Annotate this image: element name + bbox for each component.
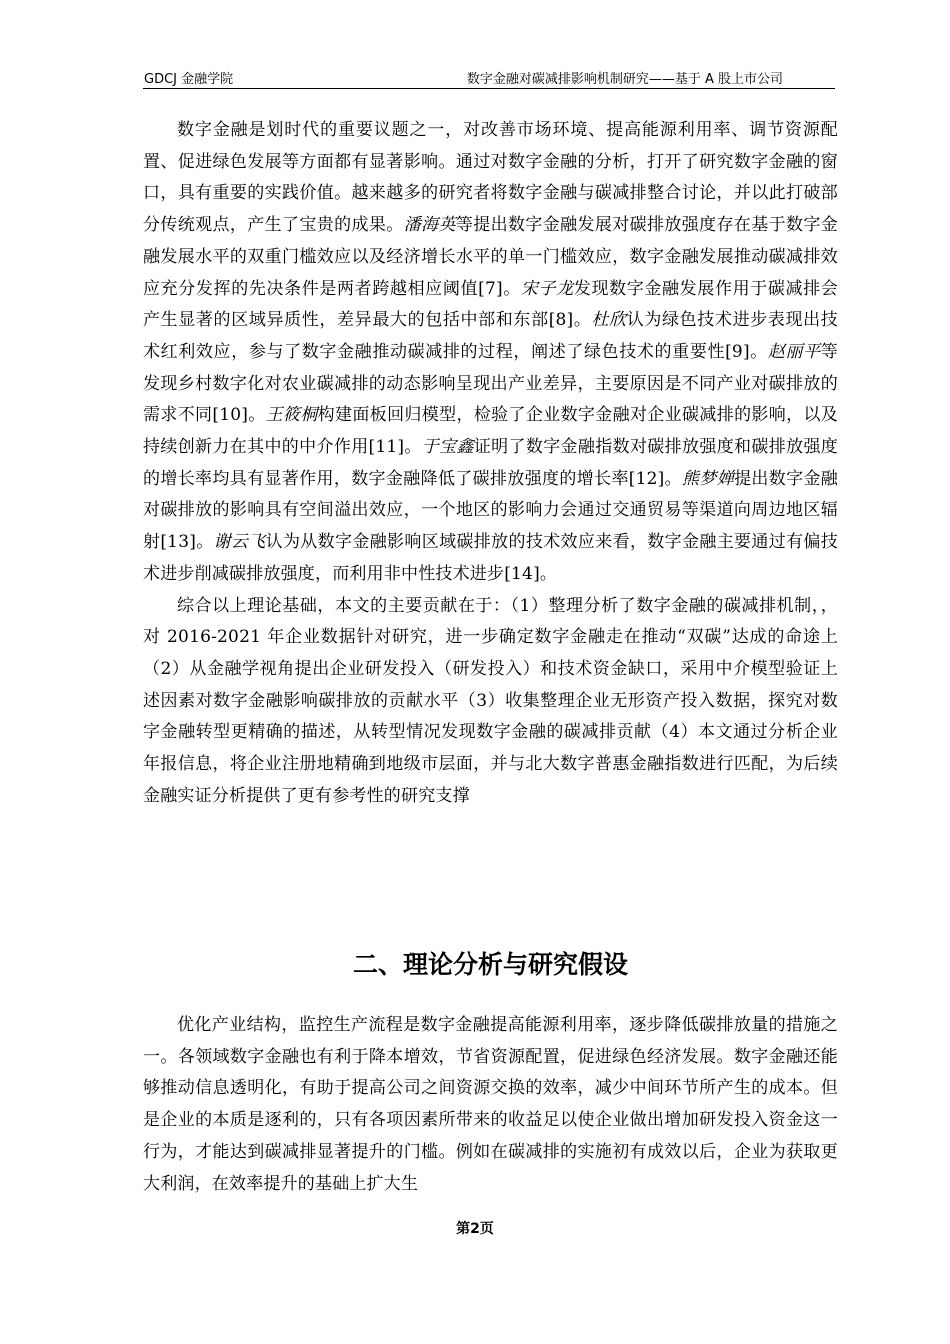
paragraph-literature: 数字金融是划时代的重要议题之一，对改善市场环境、提高能源利用率、调节资源配置、促进绿色发展等方面都有显著影响。通过对数字金融的分析，打开了研究数字金融的窗口，具有重要的实践价值。越来越多的研究者将数字金融与碳减排整合讨论，并以此打破部分传统观点，产生了宝贵的成果。潘海英等提出数字金融发展对碳排放强度存在基于数字金融发展水平的双重门槛效应以及经济增长水平的单一门槛效应，数字金融发展推动碳减排效应充分发挥的先决条件是两者跨越相应阈值[7]。宋子龙发现数字金融发展作用于碳减排会产生显著的区域异质性，差异最大的包括中部和东部[8]。杜欣认为绿色技术进步表现出技术红利效应，参与了数字金融推动碳减排的过程，阐述了绿色技术的重要性[9]。赵丽平等发现乡村数字化对农业碳减排的动态影响呈现出产业差异，主要原因是不同产业对碳排放的需求不同[10]。王筱桐构建面板回归模型，检验了企业数字金融对企业碳减排的影响，以及持续创新力在其中的中介作用[11]。于宝鑫证明了数字金融指数对碳排放强度和碳排放强度的增长率均具有显著作用，数字金融降低了碳排放强度的增长率[12]。熊梦婵提出数字金融对碳排放的影响具有空间溢出效应，一个地区的影响力会通过交通贸易等渠道向周边地区辐射[13]。谢云飞认为从数字金融影响区域碳排放的技术效应来看，数字金融主要通过有偏技术进步削减碳排放强度，而利用非中性技术进步[14]。 bbox=[143, 120, 839, 584]
author-name: 谢云飞 bbox=[213, 532, 266, 553]
paragraph-theory: 优化产业结构，监控生产流程是数字金融提高能源利用率，逐步降低碳排放量的措施之一。各领域数字金融也有利于降本增效，节省资源配置，促进绿色经济发展。数字金融还能够推动信息透明化，有助于提高公司之间资源交换的效率，减少中间环节所产生的成本。但是企业的本质是逐利的，只有各项因素所带来的收益足以使企业做出增加研发投入资金这一行为，才能达到碳减排显著提升的门槛。例如在碳减排的实施初有成效以后，企业为获取更大利润，在效率提升的基础上扩大生 bbox=[143, 1015, 838, 1194]
author-name: 宋子龙 bbox=[520, 278, 574, 299]
author-name: 赵丽平 bbox=[767, 341, 821, 362]
author-name: 杜欣 bbox=[591, 310, 627, 331]
header-title: 数字金融对碳减排影响机制研究——基于 A 股上市公司 bbox=[466, 72, 783, 87]
author-name: 熊梦婵 bbox=[682, 468, 735, 489]
paragraph-contributions: 综合以上理论基础，本文的主要贡献在于：（1）整理分析了数字金融的碳减排机制，，对 2016-2021 年企业数据针对研究，进一步确定数字金融走在推动“双碳”达成的命途上（2）从金融学视角提出企业研发投入（研发投入）和技术资金缺口，采用中介模型验证上述因素对数字金融影响碳排放的贡献水平（3）收集整理企业无形资产投入数据，探究对数字金融转型更精确的描述，从转型情况发现数字金融的碳减排贡献（4）本文通过分析企业年报信息，将企业注册地精确到地级市层面，并与北大数字普惠金融指数进行匹配，为后续金融实证分析提供了更有参考性的研究支撑 bbox=[143, 595, 838, 806]
body-section-2 bbox=[143, 1010, 838, 1200]
author-name: 于宝鑫 bbox=[421, 437, 474, 458]
author-name: 潘海英 bbox=[403, 215, 456, 236]
page-number: 第2页 bbox=[456, 1221, 494, 1237]
author-name: 王筱桐 bbox=[265, 405, 318, 426]
page-header bbox=[143, 66, 835, 89]
body-section-1 bbox=[143, 115, 838, 812]
header-institution: GDCJ 金融学院 bbox=[144, 72, 234, 87]
section-heading: 二、理论分析与研究假设 bbox=[352, 950, 628, 979]
